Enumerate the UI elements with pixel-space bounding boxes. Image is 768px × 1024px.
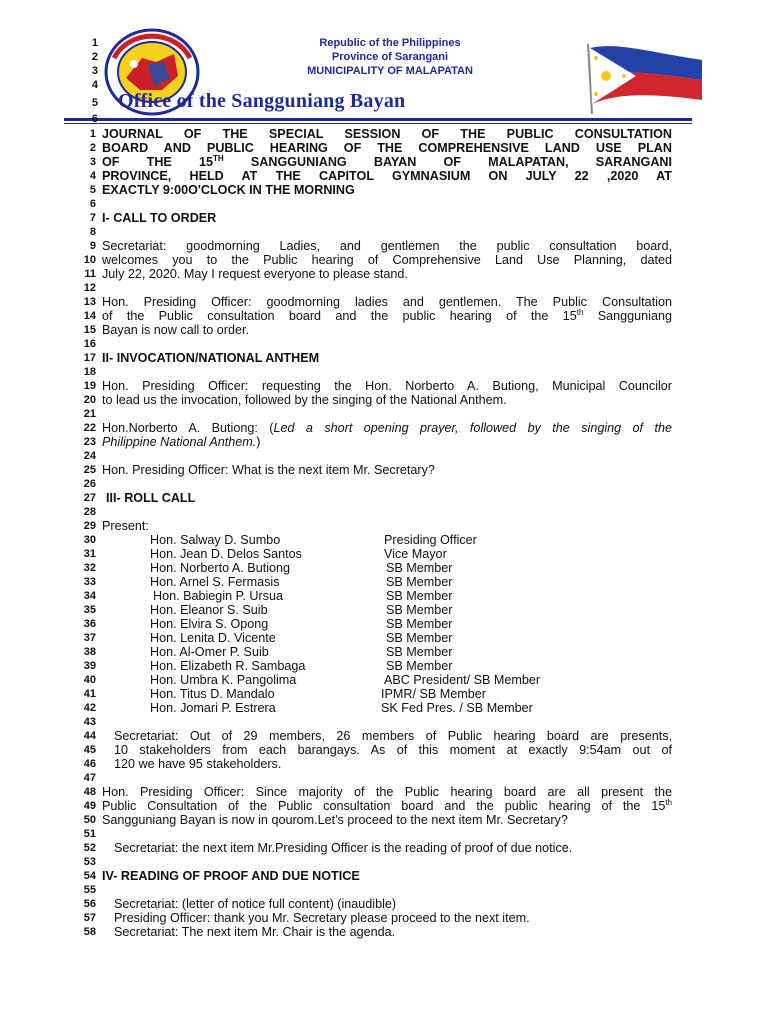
roll-position: SK Fed Pres. / SB Member — [381, 701, 533, 715]
roll-name: Hon. Umbra K. Pangolima — [150, 673, 297, 687]
line-number: 28 — [83, 506, 96, 518]
roll-name: Hon. Eleanor S. Suib — [150, 603, 268, 617]
line-number: 30 — [83, 534, 96, 546]
line-number: 3 — [89, 156, 96, 168]
roll-position: Presiding Officer — [384, 533, 477, 547]
roll-position: ABC President/ SB Member — [384, 673, 541, 687]
line-number: 39 — [83, 660, 96, 672]
body-line: Secretariat: the next item Mr.Presiding Officer is the reading of proof of due notice. — [114, 841, 573, 855]
republic-line: Republic of the Philippines — [319, 37, 461, 49]
roll-position: Vice Mayor — [384, 547, 447, 561]
line-number: 5 — [89, 184, 96, 196]
line-number: 6 — [91, 113, 98, 125]
body-line: Secretariat: goodmorning Ladies, and gentlemen the public consultation board, — [102, 239, 672, 253]
roll-name: Hon. Jean D. Delos Santos — [150, 547, 302, 561]
line-number: 15 — [83, 324, 96, 336]
line-number: 33 — [83, 576, 96, 588]
body-line: Secretariat: The next item Mr. Chair is the agenda. — [114, 925, 396, 939]
section-heading-call-to-order: I- CALL TO ORDER — [102, 211, 217, 225]
line-number: 3 — [91, 65, 98, 77]
body-line: 120 we have 95 stakeholders. — [114, 757, 282, 771]
line-number: 12 — [83, 282, 96, 294]
line-number: 2 — [89, 142, 96, 154]
line-number: 56 — [83, 898, 96, 910]
line-number: 49 — [83, 800, 96, 812]
line-number: 38 — [83, 646, 96, 658]
roll-position: SB Member — [386, 603, 453, 617]
line-number: 26 — [83, 478, 96, 490]
line-number: 52 — [83, 842, 96, 854]
municipality-line: MUNICIPALITY OF MALAPATAN — [307, 65, 473, 77]
roll-position: SB Member — [386, 645, 453, 659]
roll-name: Hon. Babiegin P. Ursua — [153, 589, 283, 603]
line-number: 45 — [83, 744, 96, 756]
roll-name: Hon. Lenita D. Vicente — [150, 631, 276, 645]
roll-name: Hon. Al-Omer P. Suib — [150, 645, 269, 659]
line-number: 8 — [89, 226, 96, 238]
line-number: 19 — [83, 380, 96, 392]
line-number: 4 — [91, 79, 98, 91]
body-line: to lead us the invocation, followed by the singing of the National Anthem. — [102, 393, 507, 407]
body-line: Hon. Presiding Officer: Since majority of the Public hearing board are all present the — [102, 785, 672, 799]
body-line: welcomes you to the Public hearing of Comprehensive Land Use Planning, dated — [102, 253, 672, 267]
body-line: July 22, 2020. May I request everyone to please stand. — [102, 267, 408, 281]
line-number: 40 — [83, 674, 96, 686]
section-heading-proof-of-notice: IV- READING OF PROOF AND DUE NOTICE — [102, 869, 360, 883]
line-number: 35 — [83, 604, 96, 616]
line-number: 27 — [83, 492, 96, 504]
line-number: 9 — [89, 240, 96, 252]
philippine-flag-icon — [578, 42, 704, 114]
body-line: Secretariat: (letter of notice full content) (inaudible) — [114, 897, 397, 911]
line-number: 55 — [83, 884, 96, 896]
line-number: 51 — [83, 828, 96, 840]
line-number: 22 — [83, 422, 96, 434]
title-line-1: JOURNAL OF THE SPECIAL SESSION OF THE PUBLIC CONSULTATION — [102, 127, 672, 141]
line-number: 4 — [89, 170, 96, 182]
line-number: 13 — [83, 296, 96, 308]
roll-position: SB Member — [386, 589, 453, 603]
line-number: 20 — [83, 394, 96, 406]
line-number: 54 — [83, 870, 96, 882]
line-number: 2 — [91, 51, 98, 63]
province-line: Province of Sarangani — [331, 51, 449, 63]
line-number: 58 — [83, 926, 96, 938]
line-number: 48 — [83, 786, 96, 798]
line-number: 25 — [83, 464, 96, 476]
line-number: 57 — [83, 912, 96, 924]
line-number: 7 — [89, 212, 96, 224]
line-number: 31 — [83, 548, 96, 560]
title-line-4: PROVINCE, HELD AT THE CAPITOL GYMNASIUM ON JULY 22 ,2020 AT — [102, 169, 672, 183]
line-number: 37 — [83, 632, 96, 644]
line-number: 50 — [83, 814, 96, 826]
roll-name: Hon. Salway D. Sumbo — [150, 533, 281, 547]
line-number: 16 — [83, 338, 96, 350]
roll-name: Hon. Jomari P. Estrera — [150, 701, 276, 715]
roll-name: Hon. Elvira S. Opong — [150, 617, 269, 631]
line-number: 44 — [83, 730, 96, 742]
line-number: 29 — [83, 520, 96, 532]
roll-position: IPMR/ SB Member — [381, 687, 486, 701]
line-number: 47 — [83, 772, 96, 784]
line-number: 23 — [83, 436, 96, 448]
roll-name: Hon. Titus D. Mandalo — [150, 687, 275, 701]
title-line-2: BOARD AND PUBLIC HEARING OF THE COMPREHENSIVE LAND USE PLAN — [102, 141, 672, 155]
line-number: 17 — [83, 352, 96, 364]
roll-position: SB Member — [386, 617, 453, 631]
roll-position: SB Member — [386, 575, 453, 589]
body-line: Hon.Norberto A. Butiong: (Led a short opening prayer, followed by the singing of the — [102, 421, 672, 435]
header-rule-thin — [64, 123, 692, 124]
body-line: Sangguniang Bayan is now in qourom.Let's proceed to the next item Mr. Secretary? — [102, 813, 568, 827]
roll-position: SB Member — [386, 561, 453, 575]
line-number: 43 — [83, 716, 96, 728]
line-number: 5 — [91, 97, 98, 109]
section-heading-roll-call: III- ROLL CALL — [106, 491, 196, 505]
body-line: Bayan is now call to order. — [102, 323, 250, 337]
line-number: 24 — [83, 450, 96, 462]
body-line: Hon. Presiding Officer: goodmorning ladies and gentlemen. The Public Consultation — [102, 295, 672, 309]
line-number: 11 — [84, 268, 96, 280]
body-line: 10 stakeholders from each barangays. As of this moment at exactly 9:54am out of — [114, 743, 672, 757]
line-number: 36 — [83, 618, 96, 630]
letterhead — [260, 36, 520, 78]
body-line: Philippine National Anthem.) — [102, 435, 261, 449]
body-line: Public Consultation of the Public consultation board and the public hearing of the 15th — [102, 797, 672, 813]
title-line-3: OF THE 15TH SANGGUNIANG BAYAN OF MALAPATAN, SARANGANI — [102, 153, 673, 169]
line-number: 10 — [83, 254, 96, 266]
title-line-5: EXACTLY 9:00O'CLOCK IN THE MORNING — [102, 183, 355, 197]
line-number: 46 — [83, 758, 96, 770]
office-title: Office of the Sangguniang Bayan — [118, 90, 406, 112]
line-number: 32 — [83, 562, 96, 574]
roll-position: SB Member — [386, 631, 453, 645]
body-line: Hon. Presiding Officer: What is the next item Mr. Secretary? — [102, 463, 435, 477]
line-number: 41 — [83, 688, 96, 700]
line-number: 53 — [83, 856, 96, 868]
line-number: 1 — [89, 128, 96, 140]
body-line: Secretariat: Out of 29 members, 26 members of Public hearing board are presents, — [114, 729, 672, 743]
line-number: 18 — [83, 366, 96, 378]
body-line: of the Public consultation board and the public hearing of the 15th Sangguniang — [102, 307, 672, 323]
roll-name: Hon. Norberto A. Butiong — [150, 561, 291, 575]
line-number: 21 — [83, 408, 96, 420]
line-number: 14 — [83, 310, 96, 322]
line-number: 1 — [91, 37, 98, 49]
present-label: Present: — [102, 519, 149, 533]
line-number: 6 — [89, 198, 96, 210]
roll-name: Hon. Elizabeth R. Sambaga — [150, 659, 306, 673]
section-heading-invocation: II- INVOCATION/NATIONAL ANTHEM — [102, 351, 320, 365]
roll-position: SB Member — [386, 659, 453, 673]
line-number: 42 — [83, 702, 96, 714]
roll-name: Hon. Arnel S. Fermasis — [150, 575, 280, 589]
body-line: Hon. Presiding Officer: requesting the Hon. Norberto A. Butiong, Municipal Councilor — [102, 379, 672, 393]
header-rule — [64, 118, 692, 121]
body-line: Presiding Officer: thank you Mr. Secretary please proceed to the next item. — [114, 911, 530, 925]
line-number: 34 — [83, 590, 96, 602]
